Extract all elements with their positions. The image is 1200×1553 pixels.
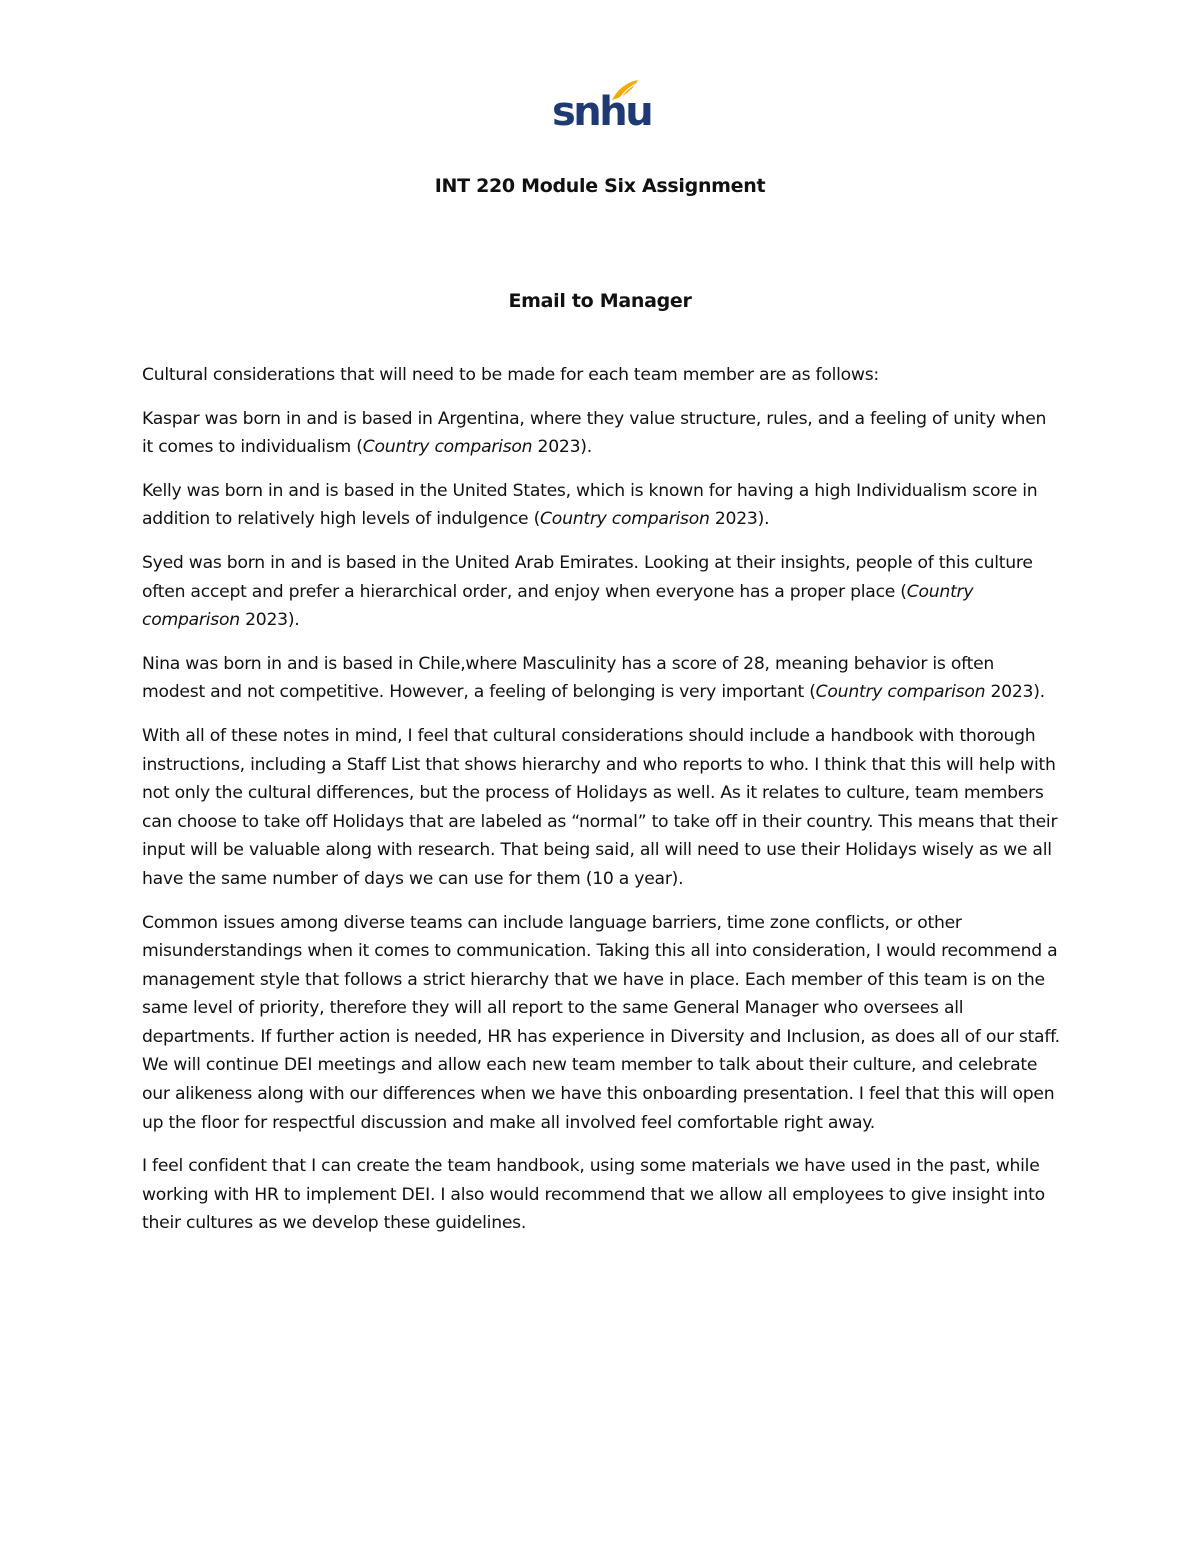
citation: Country comparison <box>540 509 710 530</box>
document-body <box>142 361 1062 1253</box>
paragraph-text: Nina was born in and is based in Chile,where Masculinity has a score of 28, meaning behavior is often modest and not competitive. However, a feeling of belonging is very important ( <box>142 653 995 703</box>
paragraph-issues: Common issues among diverse teams can include language barriers, time zone conflicts, or other misunderstandings when it comes to communication. Taking this all into consideration, I would recommend a management style that follows a strict hierarchy that we have in place. Each member of this team is on the same level of priority, therefore they will all report to the same General Manager who oversees all departments. If further action is needed, HR has experience in Diversity and Inclusion, as does all of our staff. We will continue DEI meetings and allow each new team member to talk about their culture, and celebrate our alikeness along with our differences when we have this onboarding presentation. I feel that this will open up the floor for respectful discussion and make all involved feel comfortable right away. <box>142 912 1060 1133</box>
snhu-logo <box>552 78 652 140</box>
paragraph-text: 2023). <box>239 610 300 631</box>
paragraph-text: 2023). <box>709 509 770 530</box>
paragraph-text: 2023). <box>985 682 1045 703</box>
paragraph-text: Kaspar was born in and is based in Argentina, where they value structure, rules, and a feeling of unity when it comes to individualism ( <box>142 408 1047 458</box>
paragraph-handbook: With all of these notes in mind, I feel that cultural considerations should include a handbook with thorough instructions, including a Staff List that shows hierarchy and who reports to who. I think that this will help with not only the cultural differences, but the process of Holidays as well. As it relates to culture, team members can choose to take off Holidays that are labeled as “normal” to take off in their country. This means that their input will be valuable along with research. That being said, all will need to use their Holidays wisely as we all have the same number of days we can use for them (10 a year). <box>142 725 1058 889</box>
paragraph-nina <box>142 650 1062 707</box>
paragraph-intro: Cultural considerations that will need to be made for each team member are as follows: <box>142 365 879 385</box>
citation: Country comparison <box>815 682 986 703</box>
document-title: INT 220 Module Six Assignment <box>434 175 766 197</box>
paragraph-syed <box>142 549 1062 635</box>
document-subtitle: Email to Manager <box>508 290 692 312</box>
citation: Country comparison <box>142 581 974 631</box>
logo-wordmark: snhu <box>552 89 652 135</box>
paragraph-kelly <box>142 477 1062 534</box>
paragraph-kaspar <box>142 405 1062 462</box>
paragraph-text: Syed was born in and is based in the United Arab Emirates. Looking at their insights, people of this culture often accept and prefer a hierarchical order, and enjoy when everyone has a proper place ( <box>142 552 1033 602</box>
paragraph-text: Kelly was born in and is based in the United States, which is known for having a high Individualism score in addition to relatively high levels of indulgence ( <box>142 480 1038 530</box>
paragraph-text: 2023). <box>532 437 592 458</box>
paragraph-closing: I feel confident that I can create the team handbook, using some materials we have used in the past, while working with HR to implement DEI. I also would recommend that we allow all employees to give insight into their cultures as we develop these guidelines. <box>142 1156 1045 1234</box>
citation: Country comparison <box>362 437 533 458</box>
